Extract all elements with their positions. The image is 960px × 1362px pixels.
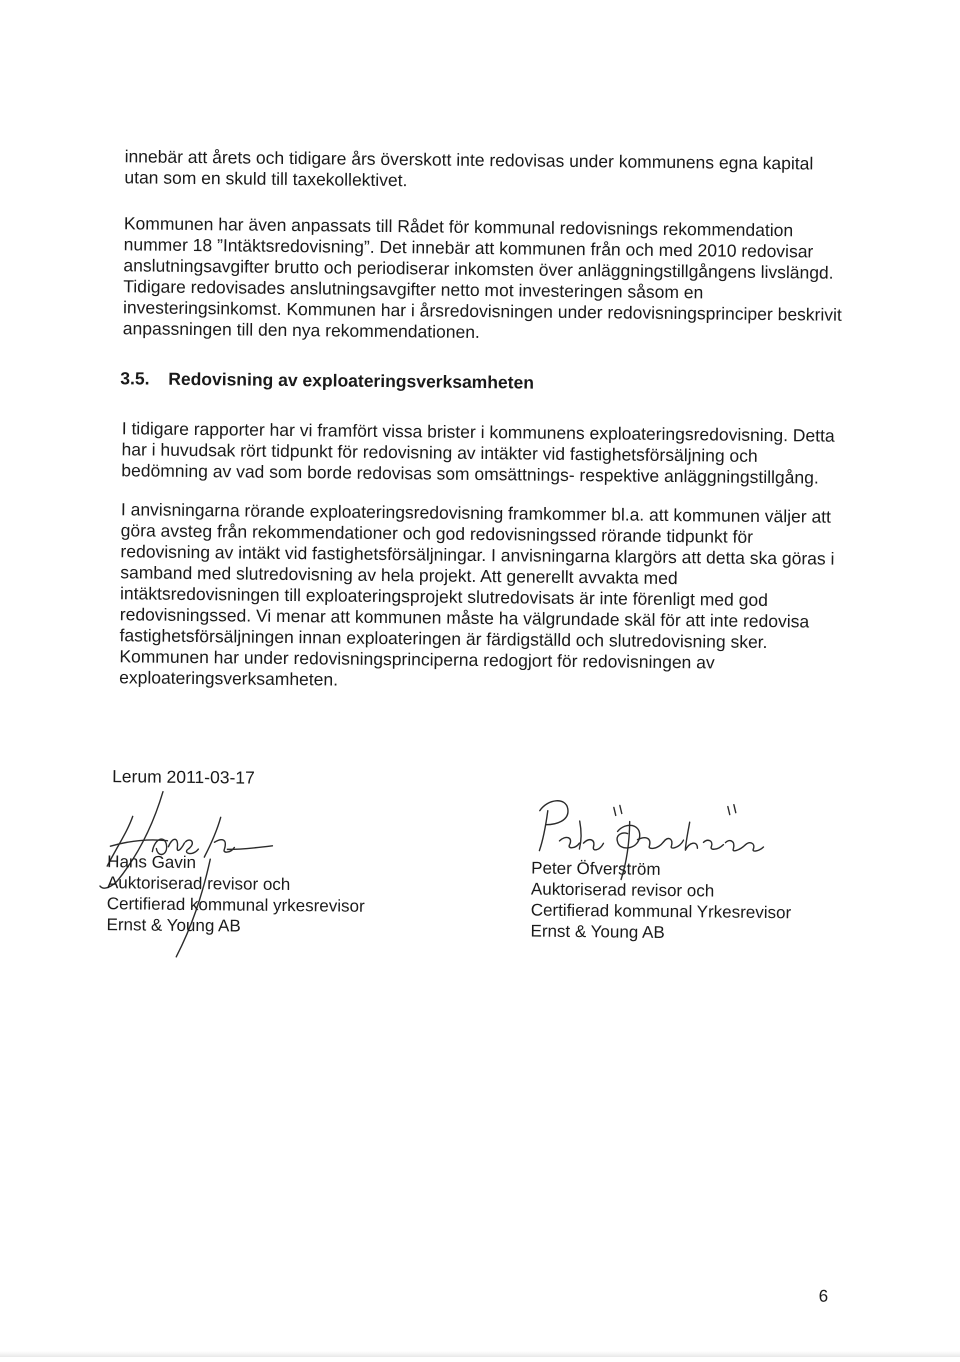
paragraph-line: redovisning av intäkt vid fastighetsförsäljningar. I anvisningarna klargörs att detta ska göras i	[120, 541, 835, 569]
section-title: Redovisning av exploateringsverksamheten	[168, 368, 535, 393]
section-number: 3.5.	[120, 368, 150, 389]
paragraph-line: exploateringsverksamheten.	[119, 667, 339, 690]
paragraph-2	[123, 213, 854, 347]
paragraph-line: fastighetsförsäljningen innan exploateringen är färdigställd och slutredovisning sker.	[119, 625, 768, 653]
paragraph-line: investeringsinkomst. Kommunen har i årsredovisningen under redovisningsprinciper beskrivit	[122, 297, 842, 325]
paragraph-line: anpassningen till den nya rekommendationen.	[122, 318, 480, 342]
paragraph-line: I anvisningarna rörande exploateringsredovisning framkommer bl.a. att kommunen väljer att	[120, 499, 832, 527]
paragraph-line: Kommunen har även anpassats till Rådet för kommunal redovisnings rekommendation	[123, 213, 794, 241]
paragraph-line: göra avsteg från rekommendationer och god redovisningssed rörande tidpunkt för	[120, 520, 754, 547]
paragraph-line: intäktsredovisningen till exploateringsprojekt slutredovisats är inte förenligt med god	[119, 583, 768, 611]
paragraph-3	[121, 418, 852, 489]
paragraph-line: I tidigare rapporter har vi framfört vissa brister i kommunens exploateringsredovisning. Detta	[121, 418, 835, 446]
paragraph-line: nummer 18 ”Intäktsredovisning”. Det innebär att kommunen från och med 2010 redovisar	[123, 234, 814, 262]
signatory-name: Peter Öfverström	[531, 858, 661, 879]
paragraph-line: samband med slutredovisning av hela projekt. Att generellt avvakta med	[120, 562, 678, 589]
paragraph-line: Tidigare redovisades anslutningsavgifter netto mot investeringen såsom en	[123, 276, 704, 303]
signatory-title: Certifierad kommunal Yrkesrevisor	[530, 900, 792, 923]
paragraph-line: Kommunen har under redovisningsprinciperna redogjort för redovisningen av	[119, 646, 715, 673]
signatory-title: Certifierad kommunal yrkesrevisor	[106, 894, 365, 916]
paragraph-line: utan som en skuld till taxekollektivet.	[124, 167, 408, 191]
place-date: Lerum 2011-03-17	[112, 766, 255, 788]
signatory-left	[106, 851, 365, 938]
signatory-name: Hans Gavin	[107, 852, 197, 873]
section-heading	[120, 368, 534, 393]
page-number: 6	[818, 1286, 829, 1306]
paragraph-line: anslutningsavgifter brutto och periodiserar inkomsten över anläggningstillgångens livslängd.	[123, 255, 834, 283]
signatory-right	[530, 858, 791, 945]
signatory-title: Auktoriserad revisor och	[106, 873, 291, 895]
paragraph-4	[119, 499, 851, 696]
paragraph-line: innebär att årets och tidigare års överskott inte redovisas under kommunens egna kapital	[124, 146, 814, 174]
scan-edge	[0, 1351, 960, 1357]
signatory-firm: Ernst & Young AB	[530, 921, 665, 942]
signatory-firm: Ernst & Young AB	[106, 915, 241, 936]
signatory-title: Auktoriserad revisor och	[530, 879, 715, 901]
paragraph-line: redovisningssed. Vi menar att kommunen måste ha välgrundade skäl för att inte redovisa	[119, 604, 810, 632]
paragraph-1	[124, 146, 854, 196]
paragraph-line: bedömning av vad som borde redovisas som omsättnings- respektive anläggningstillgång.	[121, 460, 819, 488]
paragraph-line: har i huvudsak rört tidpunkt för redovisning av intäkter vid fastighetsförsäljning och	[121, 439, 758, 466]
